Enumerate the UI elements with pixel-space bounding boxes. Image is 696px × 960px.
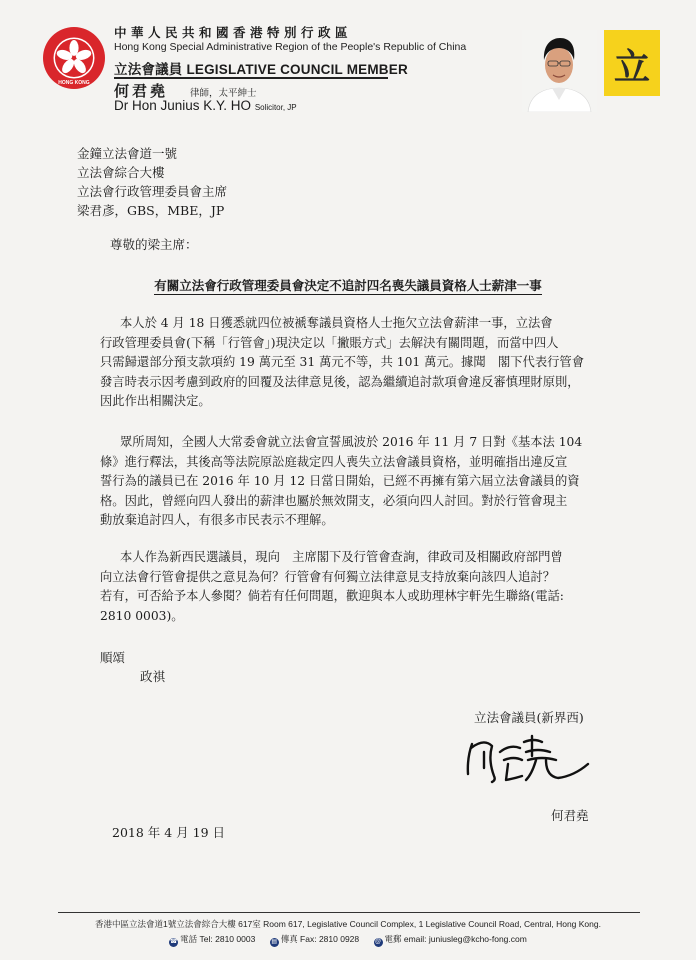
paragraph-line: 向立法會行管會提供之意見為何？行管會有何獨立法律意見支持放棄向該四人追討？ bbox=[100, 569, 555, 584]
signatory-name: 何君堯 bbox=[551, 808, 589, 823]
member-title: 立法會議員 LEGISLATIVE COUNCIL MEMBER bbox=[114, 62, 408, 77]
party-logo-char: 立 bbox=[613, 46, 650, 88]
paragraph-1 bbox=[100, 314, 630, 412]
gov-name-en: Hong Kong Special Administrative Region of the People's Republic of China bbox=[114, 41, 467, 53]
paragraph-line: 格。因此，曾經向四人發出的薪津也屬於無效開支，必須向四人討回。對於行管會現主 bbox=[100, 493, 568, 508]
paragraph-3 bbox=[100, 548, 630, 626]
paragraph-line: 本人作為新西民選議員，現向 主席閣下及行管會查詢，律政司及相關政府部門曾 bbox=[120, 550, 563, 564]
closing-line-1: 順頌 bbox=[100, 650, 126, 665]
party-logo bbox=[604, 30, 660, 96]
closing-line-2: 政祺 bbox=[140, 669, 166, 684]
letter-subject bbox=[0, 276, 696, 294]
member-name-en-suffix: Solicitor, JP bbox=[254, 103, 297, 112]
recipient-line: 立法會綜合大樓 bbox=[77, 165, 165, 180]
footer-tel bbox=[169, 934, 255, 944]
paragraph-line: 只需歸還部分預支款項約 19 萬元至 31 萬元不等，共 101 萬元。據聞 閣下代表行管會 bbox=[100, 355, 585, 369]
paragraph-line: 眾所周知，全國人大常委會就立法會宣誓風波於 2016 年 11 月 7 日對《基本法 104 bbox=[120, 435, 583, 449]
handwritten-signature bbox=[462, 730, 594, 788]
member-name-en-text: Dr Hon Junius K.Y. HO bbox=[114, 98, 252, 113]
paragraph-line: 若有，可否給予本人參閱？倘若有任何問題，歡迎與本人或助理林宇軒先生聯絡(電話: bbox=[100, 589, 564, 603]
paragraph-line: 發言時表示因考慮到政府的回覆及法律意見後，認為繼續追討款項會違反審慎理財原則， bbox=[100, 374, 580, 389]
footer-tel-text: 電話 Tel: 2810 0003 bbox=[180, 934, 256, 944]
recipient-line: 梁君彥，GBS，MBE，JP bbox=[77, 203, 225, 218]
paragraph-line: 動放棄追討四人，有很多市民表示不理解。 bbox=[100, 513, 334, 527]
paragraph-2 bbox=[100, 433, 630, 531]
gov-name-zh: 中華人民共和國香港特別行政區 bbox=[114, 25, 353, 40]
letterhead-divider bbox=[114, 77, 388, 79]
recipient-line: 立法會行政管理委員會主席 bbox=[77, 184, 228, 199]
recipient-line: 金鐘立法會道一號 bbox=[77, 146, 178, 161]
salutation: 尊敬的梁主席： bbox=[110, 237, 198, 252]
footer-email-text: 電郵 email: juniusleg@kcho-fong.com bbox=[384, 934, 527, 944]
phone-icon: ☎ bbox=[169, 939, 178, 945]
footer-divider bbox=[58, 912, 640, 913]
member-portrait bbox=[522, 30, 597, 112]
footer-email bbox=[374, 934, 527, 944]
paragraph-line: 誓行為的議員已在 2016 年 10 月 12 日當日開始，已經不再擁有第六屆立法會議員的資 bbox=[100, 474, 580, 488]
paragraph-line: 條》進行釋法，其後高等法院原訟庭裁定四人喪失立法會議員資格，並明確指出違反宣 bbox=[100, 454, 568, 469]
footer-address: 香港中區立法會道1號立法會綜合大樓 617室 Room 617, Legislative Council Complex, 1 Legislative Council Road, Central, Hong Kong. bbox=[95, 919, 601, 929]
footer-fax-text: 傳真 Fax: 2810 0928 bbox=[280, 934, 360, 944]
signatory-role: 立法會議員(新界西) bbox=[474, 710, 584, 725]
paragraph-line: 因此作出相關決定。 bbox=[100, 394, 211, 408]
paragraph-line: 本人於 4 月 18 日獲悉就四位被褫奪議員資格人士拖欠立法會薪津一事，立法會 bbox=[120, 316, 553, 330]
paragraph-line: 2810 0003)。 bbox=[100, 608, 184, 623]
footer-contact bbox=[0, 933, 696, 947]
fax-icon: ▤ bbox=[271, 939, 278, 945]
hksar-emblem-icon bbox=[42, 26, 106, 90]
member-name-zh: 何君堯 bbox=[114, 82, 169, 100]
emblem-text: HONG KONG bbox=[58, 80, 90, 86]
member-honorific-zh: 律師，太平紳士 bbox=[190, 88, 257, 99]
email-icon: @ bbox=[374, 939, 382, 945]
member-name-en bbox=[114, 98, 297, 113]
letter-subject-text: 有關立法會行政管理委員會決定不追討四名喪失議員資格人士薪津一事 bbox=[154, 278, 542, 293]
paragraph-line: 行政管理委員會(下稱「行管會」)現決定以「撇賬方式」去解決有關問題，而當中四人 bbox=[100, 335, 559, 350]
footer-fax bbox=[270, 934, 359, 944]
letter-date: 2018 年 4 月 19 日 bbox=[112, 825, 226, 840]
